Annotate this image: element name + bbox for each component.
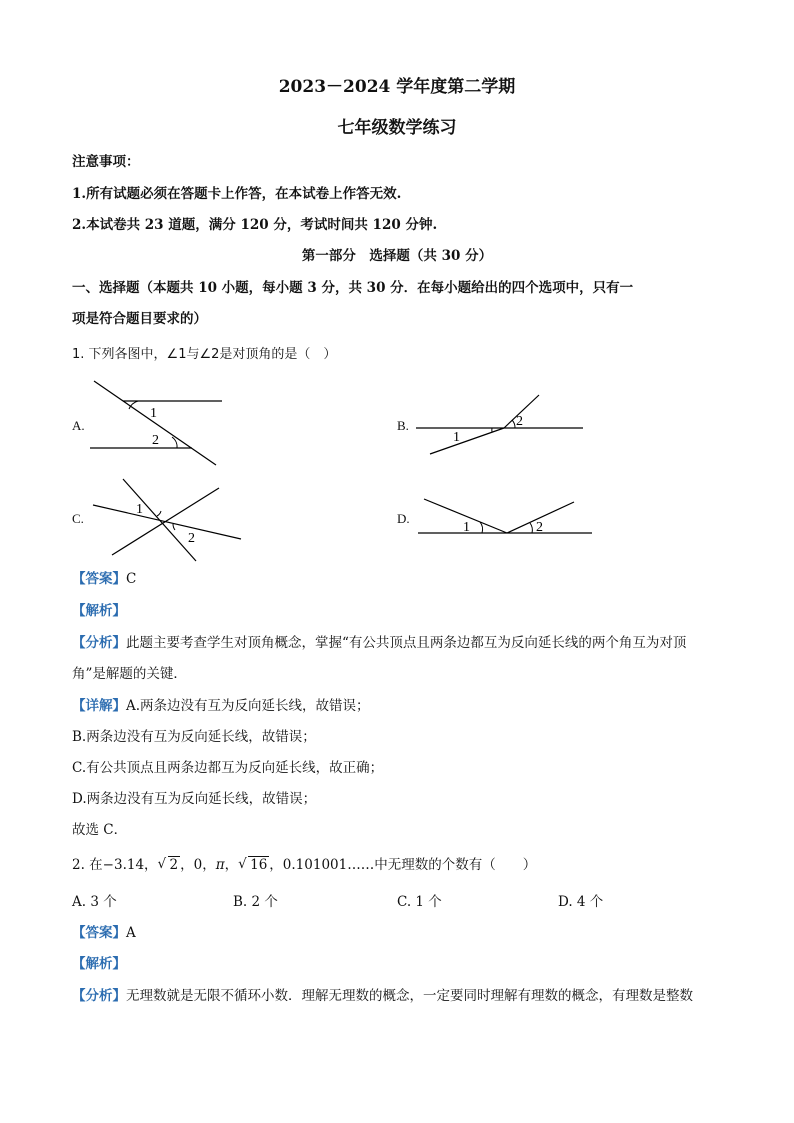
q1-option-a-label: A. (72, 418, 85, 433)
angle-arc (480, 522, 483, 533)
fenxi-tag: 【分析】 (72, 988, 126, 1004)
angle-arc (173, 524, 175, 530)
sqrt-16: √ 16 (238, 856, 268, 873)
angle-arc (172, 437, 177, 448)
part1-heading: 第一部分 选择题（共 30 分） (301, 248, 493, 264)
section-instruction-line1: 一、选择题（本题共 10 小题，每小题 3 分，共 30 分．在每小题给出的四个选项中，只有一 (72, 280, 634, 296)
answer-tag: 【答案】 (72, 571, 126, 587)
angle-label-2: 2 (152, 433, 159, 448)
line (123, 479, 196, 561)
answer-value: C (126, 571, 137, 587)
q2-option-c: C. 1 个 (397, 894, 442, 910)
angle-label-2: 2 (516, 414, 523, 429)
notice-item-2: 2.本试卷共 23 道题，满分 120 分，考试时间共 120 分钟. (72, 217, 438, 233)
q1-option-b-label: B. (397, 418, 409, 433)
angle-label-1: 1 (463, 520, 470, 535)
answer-value: A (126, 925, 136, 941)
q1-detail-c: C.有公共顶点且两条边都互为反向延长线，故正确； (72, 760, 384, 776)
radical-sign-icon: √ (157, 856, 167, 872)
angle-arc (530, 523, 532, 533)
q1-option-d-label: D. (397, 511, 410, 526)
ray (430, 428, 504, 454)
notice-item-1: 1.所有试题必须在答题卡上作答，在本试卷上作答无效. (72, 186, 402, 202)
q1-stem: 1. 下列各图中，∠1与∠2是对顶角的是（ ） (72, 347, 337, 362)
q1-fenxi-line2: 角”是解题的关键． (72, 666, 187, 682)
line (93, 505, 241, 539)
notice-heading: 注意事项： (72, 154, 140, 170)
angle-label-2: 2 (188, 531, 195, 546)
angle-label-1: 1 (150, 406, 157, 421)
q1-option-d-figure (412, 495, 597, 540)
q1-detail-a: 【详解】A.两条边没有互为反向延长线，故错误； (72, 698, 370, 714)
detail-tag: 【详解】 (72, 698, 126, 714)
sqrt-2: √ 2 (157, 856, 179, 873)
number-neg-3-14: −3.14 (102, 857, 145, 873)
q2-option-d: D. 4 个 (558, 894, 604, 910)
q2-answer (72, 921, 136, 941)
radical-sign-icon: √ (238, 856, 247, 872)
angle-arc (157, 511, 161, 516)
q1-conclusion: 故选 C． (72, 822, 128, 838)
answer-tag: 【答案】 (72, 925, 126, 941)
q1-fenxi-line1: 【分析】此题主要考查学生对顶角概念，掌握“有公共顶点且两条边都互为反向延长线的两个角互为对顶 (72, 635, 687, 651)
q1-detail-d: D.两条边没有互为反向延长线，故错误； (72, 791, 317, 807)
transversal (94, 381, 216, 465)
q1-option-c-label: C. (72, 511, 84, 526)
fenxi-tag: 【分析】 (72, 635, 126, 651)
angle-arc (512, 420, 515, 428)
q1-option-c-figure (85, 475, 245, 565)
q2-fenxi-line1: 【分析】无理数就是无限不循环小数．理解无理数的概念，一定要同时理解有理数的概念，有理数是整数 (72, 988, 693, 1004)
page-subtitle: 七年级数学练习 (337, 118, 457, 138)
page-title: 2023－2024 学年度第二学期 (278, 77, 516, 97)
q1-answer (72, 567, 136, 587)
angle-label-1: 1 (453, 430, 460, 445)
section-instruction-line2: 项是符合题目要求的） (72, 311, 207, 327)
q1-analysis-tag: 【解析】 (72, 603, 126, 619)
q2-stem: 2. 在−3.14， √ 2 ，0，π， √ 16 ，0.101001……中无理数的个数有（ ） (72, 856, 537, 873)
q1-option-b-figure (412, 388, 587, 458)
angle-label-1: 1 (136, 502, 143, 517)
q2-option-b: B. 2 个 (233, 894, 278, 910)
q1-detail-b: B.两条边没有互为反向延长线，故错误； (72, 729, 316, 745)
angle-label-2: 2 (536, 520, 543, 535)
q2-analysis-tag: 【解析】 (72, 956, 126, 972)
q2-option-a: A. 3 个 (72, 894, 117, 910)
line (112, 488, 219, 555)
q1-option-a-figure (80, 375, 230, 470)
